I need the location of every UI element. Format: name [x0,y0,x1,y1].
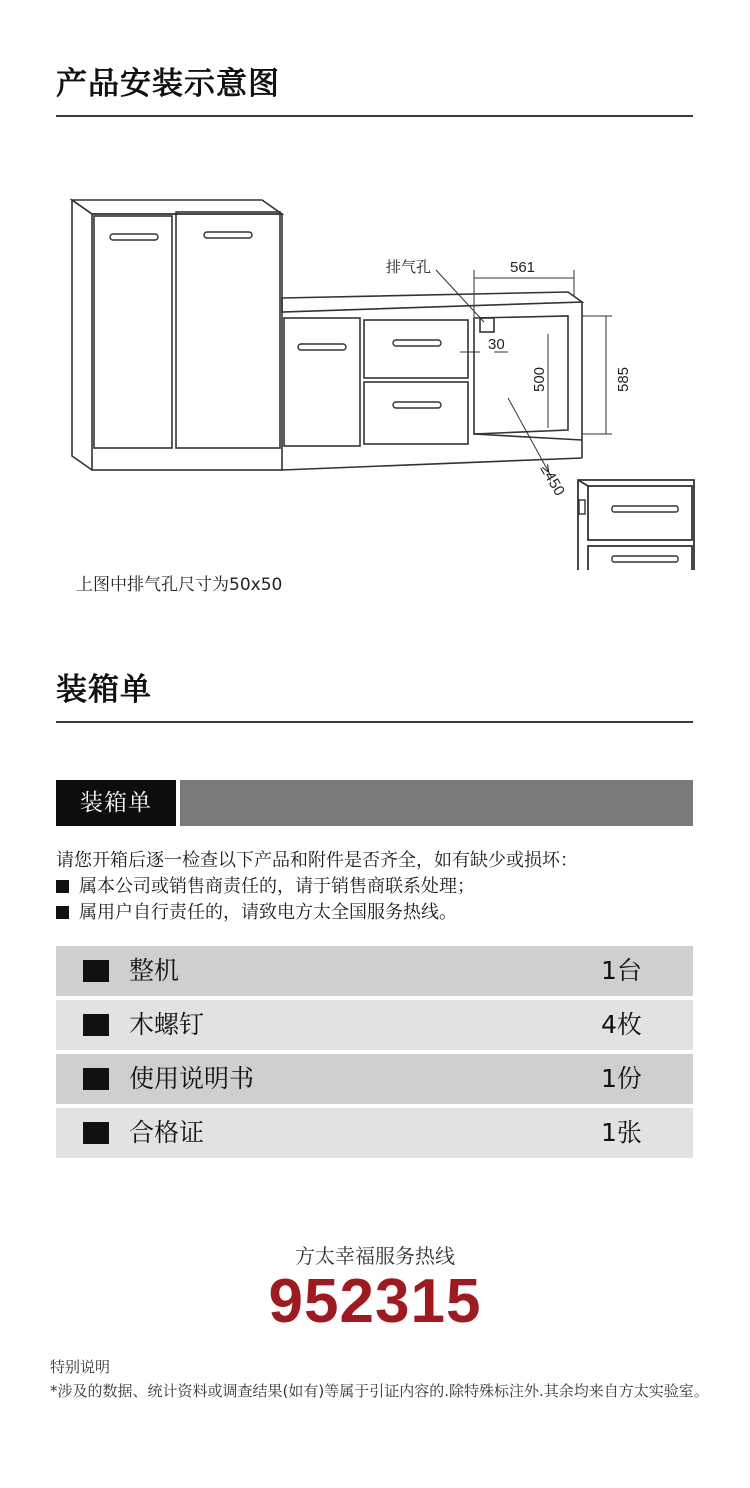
note-body: *涉及的数据、统计资料或调查结果(如有)等属于引证内容的.除特殊标注外.其余均来自方太实验室。 [50,1382,709,1400]
square-bullet-icon [56,880,69,893]
vent-label: 排气孔 [386,258,432,276]
dim-depth: ≥450 [536,461,568,499]
item-qty: 1张 [601,1118,642,1147]
tab-bar-fill [180,780,693,826]
list-item [56,946,693,996]
dim-vent: 30 [488,336,505,353]
item-name: 使用说明书 [129,1064,255,1093]
square-bullet-icon [83,1014,109,1036]
section-title-packing: 装箱单 [56,672,152,708]
section-title-installation: 产品安装示意图 [56,66,280,102]
packing-list [56,946,693,1162]
rule-text: 属用户自行责任的，请致电方太全国服务热线。 [79,902,457,923]
rule-item [56,874,578,900]
divider [56,721,693,723]
list-item [56,1054,693,1104]
rule-text: 属本公司或销售商责任的，请于销售商联系处理； [79,876,475,897]
square-bullet-icon [83,1122,109,1144]
hotline-label: 方太幸福服务热线 [295,1244,455,1268]
square-bullet-icon [56,906,69,919]
installation-diagram [0,150,750,570]
square-bullet-icon [83,1068,109,1090]
packing-tab-bar [56,780,693,826]
dim-height-inner: 500 [531,366,548,392]
item-name: 合格证 [129,1118,205,1147]
note-title: 特别说明 [50,1358,111,1376]
intro-text: 请您开箱后逐一检查以下产品和附件是否齐全，如有缺少或损坏： [56,850,578,871]
item-name: 木螺钉 [129,1010,205,1039]
dim-height-outer: 585 [615,366,632,392]
dim-width: 561 [510,259,536,276]
packing-tab-label: 装箱单 [56,780,176,826]
divider [56,115,693,117]
hotline-number: 952315 [268,1267,482,1336]
rule-item [56,900,578,926]
item-qty: 4枚 [601,1010,642,1039]
list-item [56,1108,693,1158]
list-item [56,1000,693,1050]
packing-intro [56,848,578,926]
item-name: 整机 [129,956,180,985]
item-qty: 1台 [601,956,642,985]
square-bullet-icon [83,960,109,982]
item-qty: 1份 [601,1064,642,1093]
diagram-caption: 上图中排气孔尺寸为50x50 [76,575,283,595]
